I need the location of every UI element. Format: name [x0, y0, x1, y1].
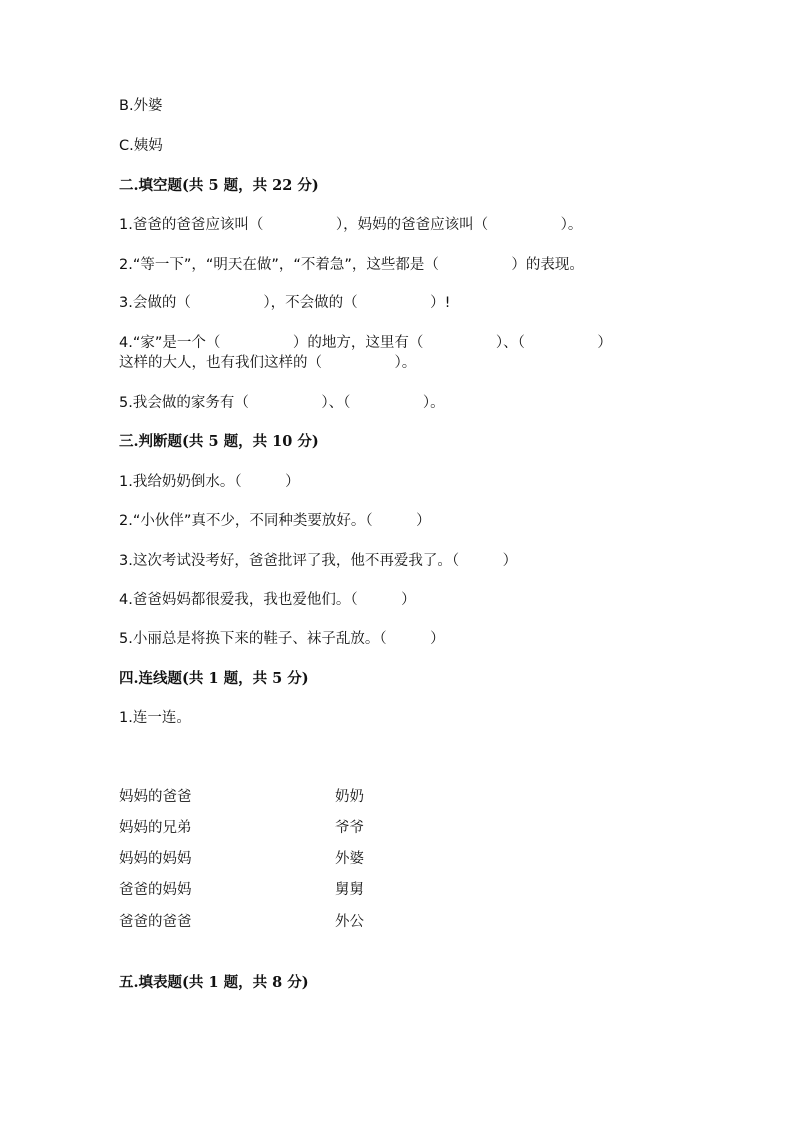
match-left-item: 爸爸的妈妈	[119, 882, 192, 898]
section3-question-2: 2.“小伙伴”真不少，不同种类要放好。（ ）	[119, 513, 431, 529]
match-right-item: 奶奶	[335, 789, 364, 805]
match-right-item: 爷爷	[335, 820, 364, 836]
section2-question-3: 3.会做的（ ），不会做的（ ）!	[119, 295, 451, 311]
option-c: C.姨妈	[119, 138, 163, 154]
section3-question-4: 4.爸爸妈妈都很爱我，我也爱他们。（ ）	[119, 592, 416, 608]
section2-question-5: 5.我会做的家务有（ ）、（ ）。	[119, 395, 445, 411]
match-left-item: 妈妈的兄弟	[119, 820, 192, 836]
match-right-item: 舅舅	[335, 882, 364, 898]
section3-question-5: 5.小丽总是将换下来的鞋子、袜子乱放。（ ）	[119, 631, 445, 647]
match-left-item: 爸爸的爸爸	[119, 914, 192, 930]
section2-question-1: 1.爸爸的爸爸应该叫（ ），妈妈的爸爸应该叫（ ）。	[119, 217, 583, 233]
section4-heading: 四.连线题(共 1 题，共 5 分)	[119, 670, 309, 687]
match-left-item: 妈妈的爸爸	[119, 789, 192, 805]
section2-question-2: 2.“等一下”，“明天在做”，“不着急”，这些都是（ ）的表现。	[119, 257, 584, 273]
option-b: B.外婆	[119, 98, 163, 114]
section3-heading: 三.判断题(共 5 题，共 10 分)	[119, 433, 319, 450]
section4-question-1: 1.连一连。	[119, 710, 191, 726]
section5-heading: 五.填表题(共 1 题，共 8 分)	[119, 974, 309, 991]
section2-question-4-line1: 4.“家”是一个（ ）的地方，这里有（ ）、（ ）	[119, 335, 612, 351]
section3-question-1: 1.我给奶奶倒水。（ ）	[119, 474, 300, 490]
match-right-item: 外公	[335, 914, 364, 930]
section2-question-4-line2: 这样的大人，也有我们这样的（ ）。	[119, 355, 417, 371]
match-right-item: 外婆	[335, 851, 364, 867]
section2-heading: 二.填空题(共 5 题，共 22 分)	[119, 177, 319, 194]
match-left-item: 妈妈的妈妈	[119, 851, 192, 867]
section3-question-3: 3.这次考试没考好，爸爸批评了我，他不再爱我了。（ ）	[119, 553, 518, 569]
